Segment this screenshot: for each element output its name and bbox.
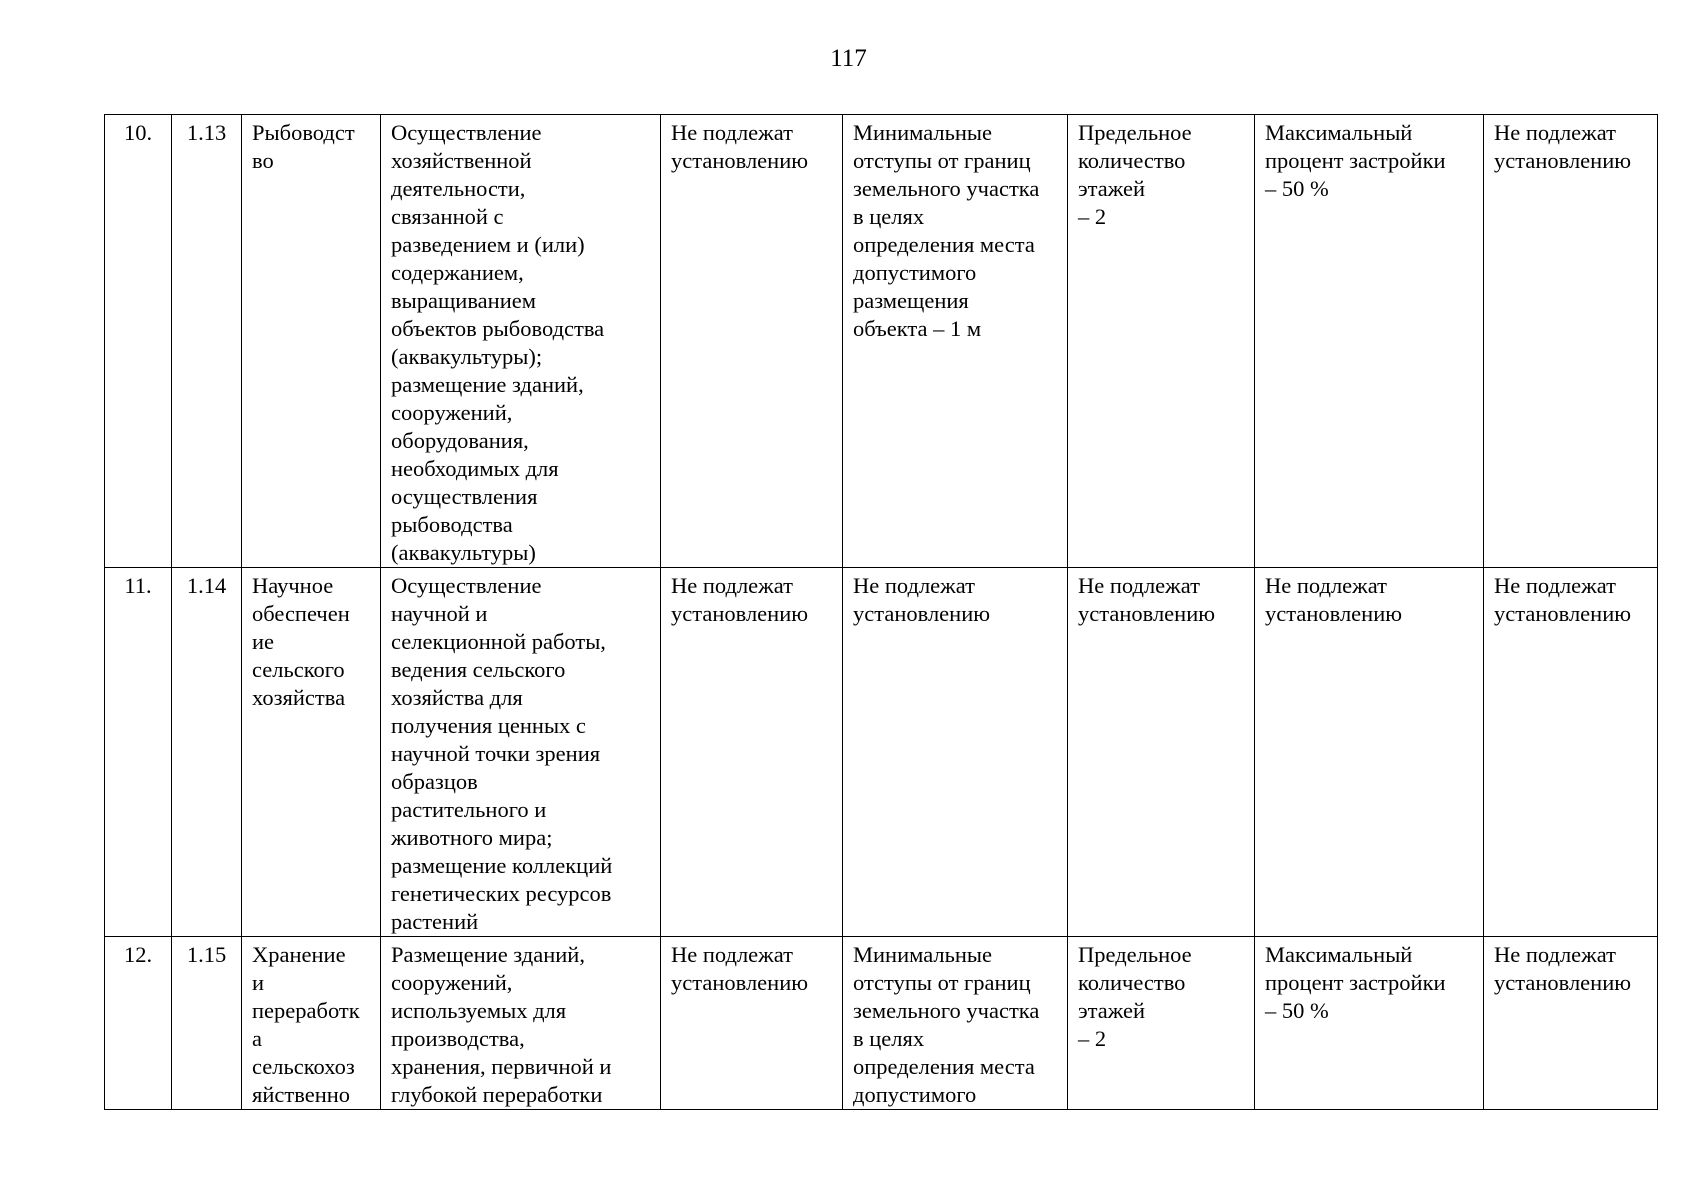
land-use-table bbox=[104, 114, 1658, 1110]
cell-col7: Предельное количество этажей – 2 bbox=[1068, 115, 1255, 568]
use-type-description: Осуществление научной и селекционной работы, ведения сельского хозяйства для получения ценных с научной точки зрения образцов растительного и животного мира; размещение коллекций генетических ресурсов растений bbox=[381, 568, 661, 937]
row-code: 1.15 bbox=[172, 937, 242, 1110]
cell-col9: Не подлежат установлению bbox=[1484, 115, 1658, 568]
cell-col9: Не подлежат установлению bbox=[1484, 937, 1658, 1110]
cell-col8: Не подлежат установлению bbox=[1255, 568, 1484, 937]
cell-col6: Минимальные отступы от границ земельного участка в целях определения места допустимого bbox=[843, 937, 1068, 1110]
cell-col9: Не подлежат установлению bbox=[1484, 568, 1658, 937]
row-index: 11. bbox=[105, 568, 172, 937]
cell-col7: Не подлежат установлению bbox=[1068, 568, 1255, 937]
use-type-name: Рыбоводст во bbox=[242, 115, 381, 568]
cell-col8: Максимальный процент застройки – 50 % bbox=[1255, 115, 1484, 568]
cell-col5: Не подлежат установлению bbox=[661, 937, 843, 1110]
row-code: 1.13 bbox=[172, 115, 242, 568]
row-index: 12. bbox=[105, 937, 172, 1110]
cell-col5: Не подлежат установлению bbox=[661, 115, 843, 568]
table-row bbox=[105, 937, 1658, 1110]
cell-col5: Не подлежат установлению bbox=[661, 568, 843, 937]
row-code: 1.14 bbox=[172, 568, 242, 937]
row-index: 10. bbox=[105, 115, 172, 568]
table-row bbox=[105, 115, 1658, 568]
use-type-description: Осуществление хозяйственной деятельности, связанной с разведением и (или) содержанием, выращиванием объектов рыбоводства (аквакультуры); размещение зданий, сооружений, оборудования, необходимых для осуществления рыбоводства (аквакультуры) bbox=[381, 115, 661, 568]
use-type-description: Размещение зданий, сооружений, используемых для производства, хранения, первичной и глубокой переработки bbox=[381, 937, 661, 1110]
use-type-name: Хранение и переработк а сельскохоз яйственно bbox=[242, 937, 381, 1110]
cell-col6: Минимальные отступы от границ земельного участка в целях определения места допустимого размещения объекта – 1 м bbox=[843, 115, 1068, 568]
table-row bbox=[105, 568, 1658, 937]
page-number: 117 bbox=[830, 45, 867, 72]
cell-col6: Не подлежат установлению bbox=[843, 568, 1068, 937]
cell-col7: Предельное количество этажей – 2 bbox=[1068, 937, 1255, 1110]
use-type-name: Научное обеспечен ие сельского хозяйства bbox=[242, 568, 381, 937]
cell-col8: Максимальный процент застройки – 50 % bbox=[1255, 937, 1484, 1110]
